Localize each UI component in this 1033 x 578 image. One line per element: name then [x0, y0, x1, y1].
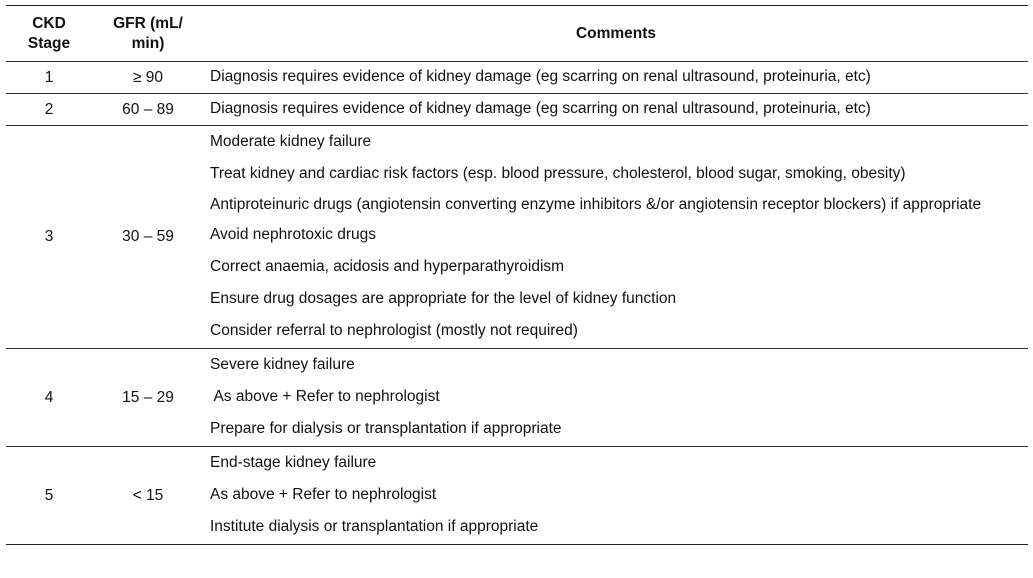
comments-cell [204, 447, 1028, 545]
header-ckd-stage [6, 6, 92, 62]
stage-cell: 3 [6, 126, 92, 349]
stage-cell: 2 [6, 94, 92, 126]
header-gfr-line-1: GFR (mL/ [113, 14, 183, 32]
comments-cell [204, 349, 1028, 447]
table-footer-rule [6, 545, 1028, 546]
comment-line: Diagnosis requires evidence of kidney damage (eg scarring on renal ultrasound, proteinuria, etc) [210, 68, 871, 85]
bottom-rule [6, 545, 1028, 546]
comment-line: Prepare for dialysis or transplantation if appropriate [210, 420, 562, 437]
comment-line: Moderate kidney failure [210, 133, 372, 150]
comment-line: As above + Refer to nephrologist [210, 388, 440, 405]
table-row [6, 349, 1028, 447]
comment-line: Correct anaemia, acidosis and hyperparathyroidism [210, 258, 565, 275]
gfr-cell: 30 – 59 [92, 126, 204, 349]
comment-line: Institute dialysis or transplantation if appropriate [210, 518, 539, 535]
bottom-rule-row [6, 545, 1028, 546]
comment-line: Antiproteinuric drugs (angiotensin converting enzyme inhibitors &/or angiotensin receptor blockers) if appropriate [210, 196, 982, 213]
header-row [6, 6, 1028, 62]
header-gfr-line-2: min) [131, 34, 165, 52]
gfr-cell: < 15 [92, 447, 204, 545]
table-row [6, 94, 1028, 126]
stage-cell: 5 [6, 447, 92, 545]
gfr-cell: 60 – 89 [92, 94, 204, 126]
gfr-cell: ≥ 90 [92, 62, 204, 94]
table-header [6, 6, 1028, 62]
header-comments: Comments [575, 24, 657, 42]
ckd-stage-table [6, 5, 1028, 545]
table-row [6, 447, 1028, 545]
comment-line: Diagnosis requires evidence of kidney damage (eg scarring on renal ultrasound, proteinuria, etc) [210, 100, 871, 117]
header-ckd-stage-line-1: CKD [32, 14, 66, 32]
header-ckd-stage-line-2: Stage [27, 34, 71, 52]
table-row [6, 62, 1028, 94]
comment-line: Severe kidney failure [210, 356, 355, 373]
table-body [6, 62, 1028, 545]
stage-cell: 1 [6, 62, 92, 94]
comments-cell [204, 94, 1028, 126]
comments-cell [204, 62, 1028, 94]
comments-cell [204, 126, 1028, 349]
table-row [6, 126, 1028, 349]
comment-line: End-stage kidney failure [210, 454, 377, 471]
header-gfr [92, 6, 204, 62]
comment-line: Ensure drug dosages are appropriate for the level of kidney function [210, 290, 677, 307]
comment-line: Avoid nephrotoxic drugs [210, 226, 377, 243]
gfr-cell: 15 – 29 [92, 349, 204, 447]
comment-line: Consider referral to nephrologist (mostly not required) [210, 322, 578, 339]
stage-cell: 4 [6, 349, 92, 447]
comment-line: Treat kidney and cardiac risk factors (esp. blood pressure, cholesterol, blood sugar, smoking, obesity) [210, 165, 906, 182]
comment-line: As above + Refer to nephrologist [210, 486, 437, 503]
